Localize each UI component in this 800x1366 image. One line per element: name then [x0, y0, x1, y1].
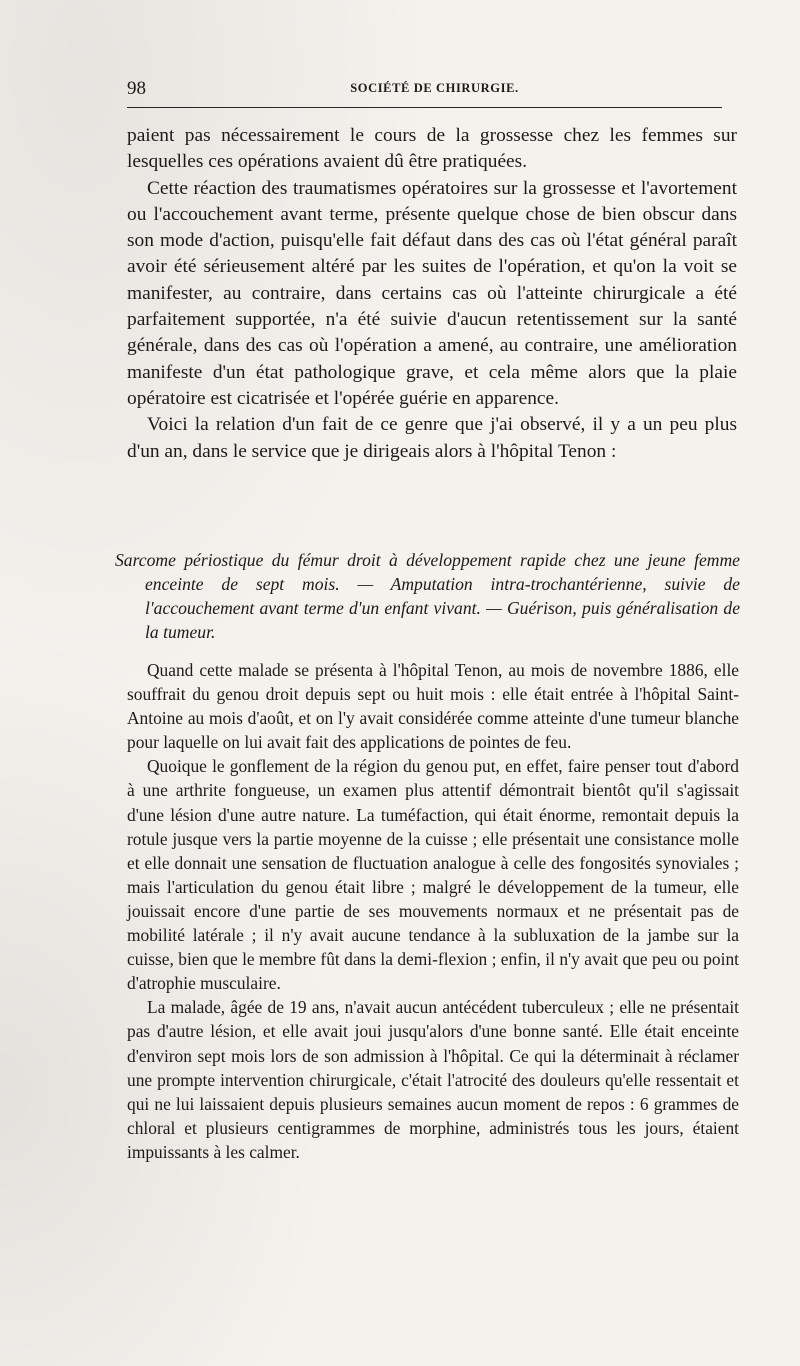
- paragraph: paient pas nécessairement le cours de la grossesse chez les femmes sur lesquelles ces opérations avaient dû être pratiquées.: [127, 125, 737, 173]
- paragraph: Cette réaction des traumatismes opératoires sur la grossesse et l'avortement ou l'accouchement avant terme, présente quelque chose de bien obscur dans son mode d'action, puisqu'elle fait défaut dans des cas où l'état général paraît avoir été sérieusement altéré par les suites de l'opération, et qu'on la voit se manifester, au contraire, dans certains cas où l'atteinte chirurgicale a été parfaitement supportée, n'a été suivie d'aucun retentissement sur la santé générale, dans des cas où l'opération a amené, au contraire, une amélioration manifeste d'un état pathologique grave, et cela même alors que la plaie opératoire est cicatrisée et l'opérée guérie en apparence.: [127, 177, 737, 409]
- paragraph: Quand cette malade se présenta à l'hôpital Tenon, au mois de novembre 1886, elle souffrait du genou droit depuis sept ou huit mois : elle était entrée à l'hôpital Saint-Antoine au mois d'août, et on l'y avait considérée comme atteinte d'une tumeur blanche pour laquelle on lui avait fait des applications de pointes de feu.: [127, 660, 739, 753]
- case-title-block: [115, 548, 740, 644]
- running-head: SOCIÉTÉ DE CHIRURGIE.: [350, 81, 519, 95]
- page-number: 98: [127, 78, 146, 99]
- paragraph: Voici la relation d'un fait de ce genre que j'ai observé, il y a un peu plus d'un an, dans le service que je dirigeais alors à l'hôpital Tenon :: [127, 414, 737, 462]
- paragraph: Quoique le gonflement de la région du genou put, en effet, faire penser tout d'abord à une arthrite fongueuse, un examen plus attentif démontrait bientôt qu'il s'agissait d'une lésion d'une autre nature. La tuméfaction, qui était énorme, remontait depuis la rotule jusque vers la partie moyenne de la cuisse ; elle présentait une consistance molle et elle donnait une sensation de fluctuation analogue à celle des fongosités synoviales ; mais l'articulation du genou était libre ; malgré le développement de la tumeur, elle jouissait encore d'une partie de ses mouvements normaux et ne présentait pas de mobilité latérale ; il n'y avait aucune tendance à la subluxation de la jambe sur la cuisse, bien que le membre fût dans la demi-flexion ; enfin, il n'y avait que peu ou point d'atrophie musculaire.: [127, 756, 739, 994]
- main-text: [127, 123, 737, 465]
- case-report: [127, 658, 739, 1164]
- case-title: Sarcome périostique du fémur droit à développement rapide chez une jeune femme enceinte de sept mois. — Amputation intra-trochantérienne, suivie de l'accouchement avant terme d'un enfant vivant. — Guérison, puis généralisation de la tumeur.: [115, 550, 740, 642]
- paragraph: La malade, âgée de 19 ans, n'avait aucun antécédent tuberculeux ; elle ne présentait pas d'autre lésion, et elle avait joui jusqu'alors d'une bonne santé. Elle était enceinte d'environ sept mois lors de son admission à l'hôpital. Ce qui la déterminait à réclamer une prompte intervention chirurgicale, c'était l'atrocité des douleurs qu'elle ressentait et qui ne lui laissaient depuis plusieurs semaines aucun moment de repos : 6 grammes de chloral et plusieurs centigrammes de morphine, administrés tous les jours, étaient impuissants à les calmer.: [127, 997, 739, 1162]
- header-rule: [127, 107, 722, 108]
- page-header: [127, 78, 722, 100]
